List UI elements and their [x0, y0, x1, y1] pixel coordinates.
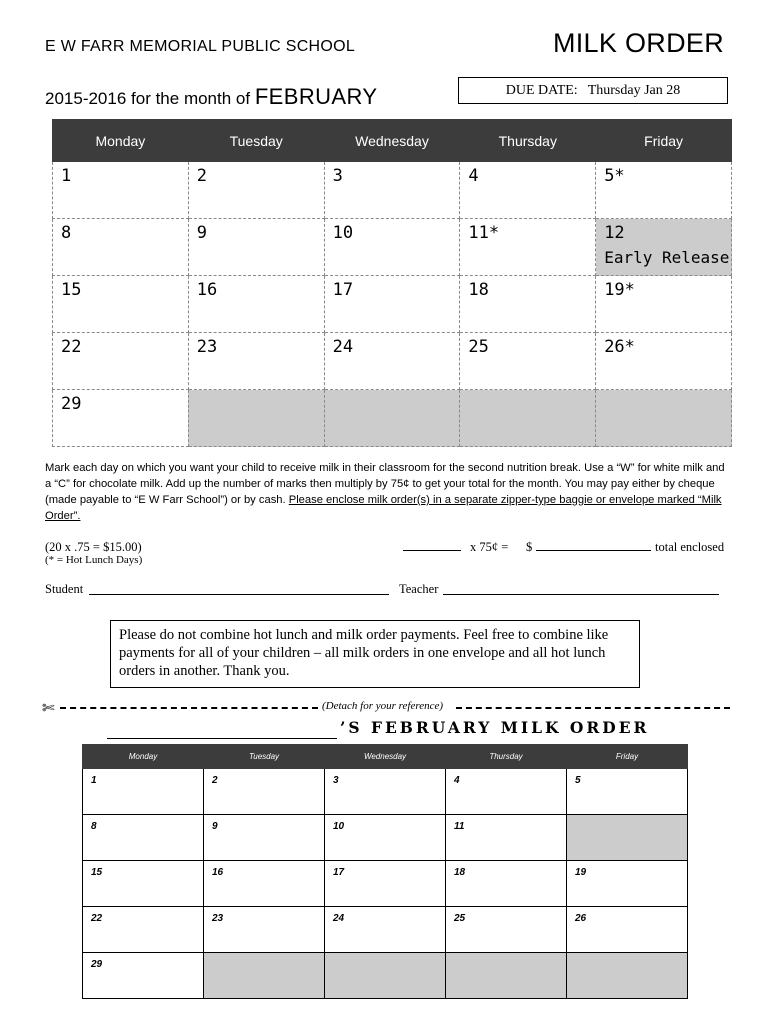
day-number: 4 [468, 166, 479, 186]
day-number: 3 [333, 775, 339, 786]
day-number: 22 [91, 913, 103, 924]
student-label: Student [45, 582, 84, 596]
due-date-label: DUE DATE: [505, 82, 578, 98]
order-week-row [83, 815, 688, 861]
multiplier-text: x 75¢ = [470, 540, 509, 554]
day-number: 24 [333, 913, 345, 924]
order-day-cell[interactable] [83, 769, 204, 815]
day-number: 10 [333, 821, 345, 832]
day-number: 1 [61, 166, 72, 186]
detach-line-left [60, 707, 318, 709]
day-number: 9 [196, 223, 208, 243]
calendar-day-cell[interactable] [324, 333, 460, 390]
page-title: MILK ORDER [552, 28, 724, 58]
day-number: 29 [61, 394, 82, 414]
day-number: 8 [61, 223, 72, 243]
day-number: 24 [332, 337, 354, 357]
calendar-day-cell[interactable] [596, 333, 732, 390]
calendar-day-cell[interactable] [324, 219, 460, 276]
day-number: 25 [454, 913, 466, 924]
day-number: 12 [604, 223, 625, 243]
instructions-text: Mark each day on which you want your child to receive milk in their classroom for the second nutrition break. Use a “W” for white milk and a “C” for chocolate milk. Add up the number of marks then multiply by 75¢ to get your total for the month. You may pay either by cheque (made payable to “E W Farr School”) or by cash. [45, 462, 725, 506]
day-number: 9 [212, 821, 218, 832]
calendar-day-cell[interactable] [53, 219, 189, 276]
total-label: total enclosed [655, 540, 725, 554]
order-day-cell[interactable] [204, 769, 325, 815]
order-week-row [83, 769, 688, 815]
calendar-empty-cell [188, 390, 324, 447]
order-day-cell[interactable] [567, 907, 688, 953]
calendar-day-cell[interactable] [324, 276, 460, 333]
calendar-week-row [53, 390, 732, 447]
total-amount-field[interactable] [536, 550, 651, 551]
student-name-field[interactable] [89, 594, 389, 595]
order-week-row [83, 953, 688, 999]
day-number: 16 [196, 280, 218, 300]
teacher-label: Teacher [399, 582, 439, 596]
day-number: 10 [332, 223, 354, 243]
milk-calendar [52, 119, 732, 447]
calendar-day-cell[interactable] [188, 276, 324, 333]
order-form-title: ’S FEBRUARY MILK ORDER [340, 718, 650, 737]
detach-line-right [456, 707, 730, 709]
order-day-cell[interactable] [325, 907, 446, 953]
day-number: 11 [454, 821, 465, 832]
calendar-week-row [53, 276, 732, 333]
order-header-wednesday: Wednesday [325, 745, 446, 769]
calendar-day-cell[interactable] [460, 333, 596, 390]
order-day-cell[interactable] [446, 907, 567, 953]
month-name: FEBRUARY [254, 84, 378, 109]
due-date-box [458, 77, 728, 104]
order-day-cell[interactable] [83, 861, 204, 907]
order-day-cell[interactable] [204, 907, 325, 953]
order-day-cell[interactable] [446, 815, 567, 861]
order-day-cell[interactable] [325, 815, 446, 861]
calendar-empty-cell [596, 390, 732, 447]
teacher-name-field[interactable] [443, 594, 719, 595]
day-number: 26* [604, 337, 635, 357]
order-day-cell[interactable] [446, 861, 567, 907]
order-day-cell[interactable] [567, 769, 688, 815]
order-day-cell[interactable] [204, 861, 325, 907]
calendar-day-cell[interactable] [460, 162, 596, 219]
dollar-sign: $ [526, 540, 533, 554]
day-number: 4 [454, 775, 460, 786]
calendar-day-cell[interactable] [188, 219, 324, 276]
calendar-week-row [53, 333, 732, 390]
calendar-week-row [53, 162, 732, 219]
instructions-underlined: Please enclose milk order(s) in a separate zipper-type baggie or envelope marked “Milk Order”. [45, 494, 722, 522]
calendar-header-monday: Monday [53, 120, 189, 162]
day-number: 17 [332, 280, 354, 300]
scissors-icon: ✄ [42, 700, 55, 717]
calendar-day-cell[interactable] [53, 162, 189, 219]
day-number: 2 [212, 775, 218, 786]
order-day-cell[interactable] [83, 815, 204, 861]
order-day-cell[interactable] [83, 907, 204, 953]
order-day-cell[interactable] [83, 953, 204, 999]
day-number: 23 [196, 337, 218, 357]
order-empty-cell [567, 953, 688, 999]
day-number: 3 [332, 166, 343, 186]
calendar-day-cell[interactable] [460, 219, 596, 276]
calendar-day-cell[interactable] [460, 276, 596, 333]
order-week-row [83, 861, 688, 907]
day-number: 19 [575, 867, 587, 878]
month-line [45, 84, 377, 110]
calendar-header-thursday: Thursday [460, 120, 596, 162]
day-number: 17 [333, 867, 345, 878]
day-number: 8 [91, 821, 97, 832]
calc-example: (20 x .75 = $15.00) [45, 540, 142, 554]
school-name: E W FARR MEMORIAL PUBLIC SCHOOL [45, 38, 356, 55]
day-number: 26 [575, 913, 587, 924]
order-empty-cell [567, 815, 688, 861]
calendar-header-wednesday: Wednesday [324, 120, 460, 162]
day-number: 18 [454, 867, 466, 878]
day-number: 5* [604, 166, 625, 186]
instructions [45, 460, 730, 524]
calendar-day-cell[interactable] [188, 333, 324, 390]
payment-notice: Please do not combine hot lunch and milk order payments. Feel free to combine like payments for all of your children – all milk orders in one envelope and all hot lunch orders in another. Thank you. [110, 620, 640, 688]
calendar-day-cell[interactable] [53, 390, 189, 447]
calendar-day-cell[interactable] [324, 162, 460, 219]
day-number: 25 [468, 337, 489, 357]
day-number: 15 [61, 280, 82, 300]
calendar-day-cell[interactable] [596, 219, 732, 276]
day-number: 23 [212, 913, 224, 924]
order-day-cell[interactable] [567, 861, 688, 907]
order-day-cell[interactable] [325, 769, 446, 815]
day-number: 29 [91, 959, 103, 970]
calendar-week-row [53, 219, 732, 276]
calendar-day-cell[interactable] [188, 162, 324, 219]
order-week-row [83, 907, 688, 953]
calendar-header-friday: Friday [596, 120, 732, 162]
order-header-tuesday: Tuesday [204, 745, 325, 769]
day-number: 18 [468, 280, 489, 300]
year-prefix: 2015-2016 for the month of [45, 89, 251, 108]
hot-lunch-note: (* = Hot Lunch Days) [45, 554, 143, 566]
day-number: 15 [91, 867, 103, 878]
order-header-friday: Friday [567, 745, 688, 769]
calendar-day-cell[interactable] [596, 276, 732, 333]
child-name-field[interactable] [107, 738, 337, 739]
day-number: 19* [604, 280, 635, 300]
day-number: 1 [91, 775, 97, 786]
calendar-header-tuesday: Tuesday [188, 120, 324, 162]
order-header-monday: Monday [83, 745, 204, 769]
order-day-cell[interactable] [325, 861, 446, 907]
day-number: 11* [468, 223, 500, 243]
calendar-day-cell[interactable] [53, 276, 189, 333]
order-calendar [82, 744, 688, 999]
day-number: 5 [575, 775, 581, 786]
order-empty-cell [325, 953, 446, 999]
day-number: 2 [196, 166, 208, 186]
order-header-thursday: Thursday [446, 745, 567, 769]
order-day-cell[interactable] [446, 769, 567, 815]
order-empty-cell [446, 953, 567, 999]
order-empty-cell [204, 953, 325, 999]
marks-count-field[interactable] [403, 550, 461, 551]
calendar-empty-cell [324, 390, 460, 447]
day-number: 16 [212, 867, 224, 878]
calendar-day-cell[interactable] [596, 162, 732, 219]
calendar-empty-cell [460, 390, 596, 447]
detach-label: (Detach for your reference) [322, 700, 444, 712]
order-day-cell[interactable] [204, 815, 325, 861]
day-note: Early Release [604, 248, 730, 267]
day-number: 22 [61, 337, 82, 357]
due-date-value: Thursday Jan 28 [587, 82, 681, 98]
calendar-day-cell[interactable] [53, 333, 189, 390]
